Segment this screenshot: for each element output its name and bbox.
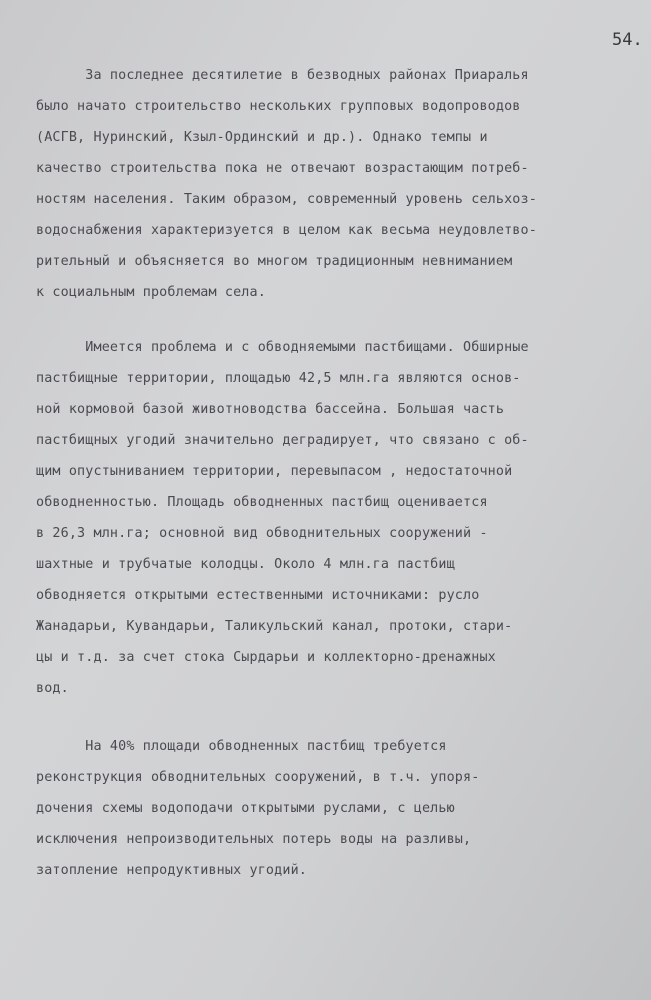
text-line: затопление непродуктивных угодий.: [36, 863, 307, 878]
text-line: щим опустыниванием территории, перевыпасом , недостаточной: [36, 464, 513, 479]
text-line: шахтные и трубчатые колодцы. Около 4 млн.га пастбищ: [36, 557, 455, 572]
text-line: реконструкция обводнительных сооружений, в т.ч. упоря-: [36, 770, 480, 785]
text-line: исключения непроизводительных потерь воды на разливы,: [36, 832, 472, 847]
text-line: вод.: [36, 681, 69, 696]
text-line: к социальным проблемам села.: [36, 285, 266, 300]
document-body: [36, 60, 626, 886]
text-line: дочения схемы водоподачи открытыми руслами, с целью: [36, 801, 455, 816]
text-line: ностям населения. Таким образом, современный уровень сельхоз-: [36, 192, 537, 207]
text-line: Имеется проблема и с обводняемыми пастбищами. Обширные: [36, 340, 529, 355]
text-line: обводняется открытыми естественными источниками: русло: [36, 588, 480, 603]
paragraph-gap: [36, 704, 626, 731]
paragraph-3: [36, 731, 626, 886]
text-line: На 40% площади обводненных пастбищ требуется: [36, 739, 447, 754]
text-line: водоснабжения характеризуется в целом как весьма неудовлетво-: [36, 223, 537, 238]
text-line: ной кормовой базой животноводства бассейна. Большая часть: [36, 402, 505, 417]
text-line: обводненностью. Площадь обводненных пастбищ оценивается: [36, 495, 488, 510]
text-line: (АСГВ, Нуринский, Кзыл-Ординский и др.). Однако темпы и: [36, 130, 488, 145]
text-line: цы и т.д. за счет стока Сырдарьи и коллекторно-дренажных: [36, 650, 496, 665]
text-line: пастбищные территории, площадью 42,5 млн.га являются основ-: [36, 371, 521, 386]
page-number: 54.: [612, 30, 643, 50]
text-line: рительный и объясняется во многом традиционным невниманием: [36, 254, 513, 269]
text-line: в 26,3 млн.га; основной вид обводнительных сооружений -: [36, 526, 488, 541]
text-line: качество строительства пока не отвечают возрастающим потреб-: [36, 161, 529, 176]
text-line: было начато строительство нескольких групповых водопроводов: [36, 99, 521, 114]
text-line: пастбищных угодий значительно деградирует, что связано с об-: [36, 433, 529, 448]
text-line: За последнее десятилетие в безводных районах Приаралья: [36, 68, 529, 83]
paragraph-1: [36, 60, 626, 308]
paragraph-gap: [36, 308, 626, 332]
paragraph-2: [36, 332, 626, 704]
text-line: Жанадарьи, Кувандарьи, Таликульский канал, протоки, стари-: [36, 619, 513, 634]
